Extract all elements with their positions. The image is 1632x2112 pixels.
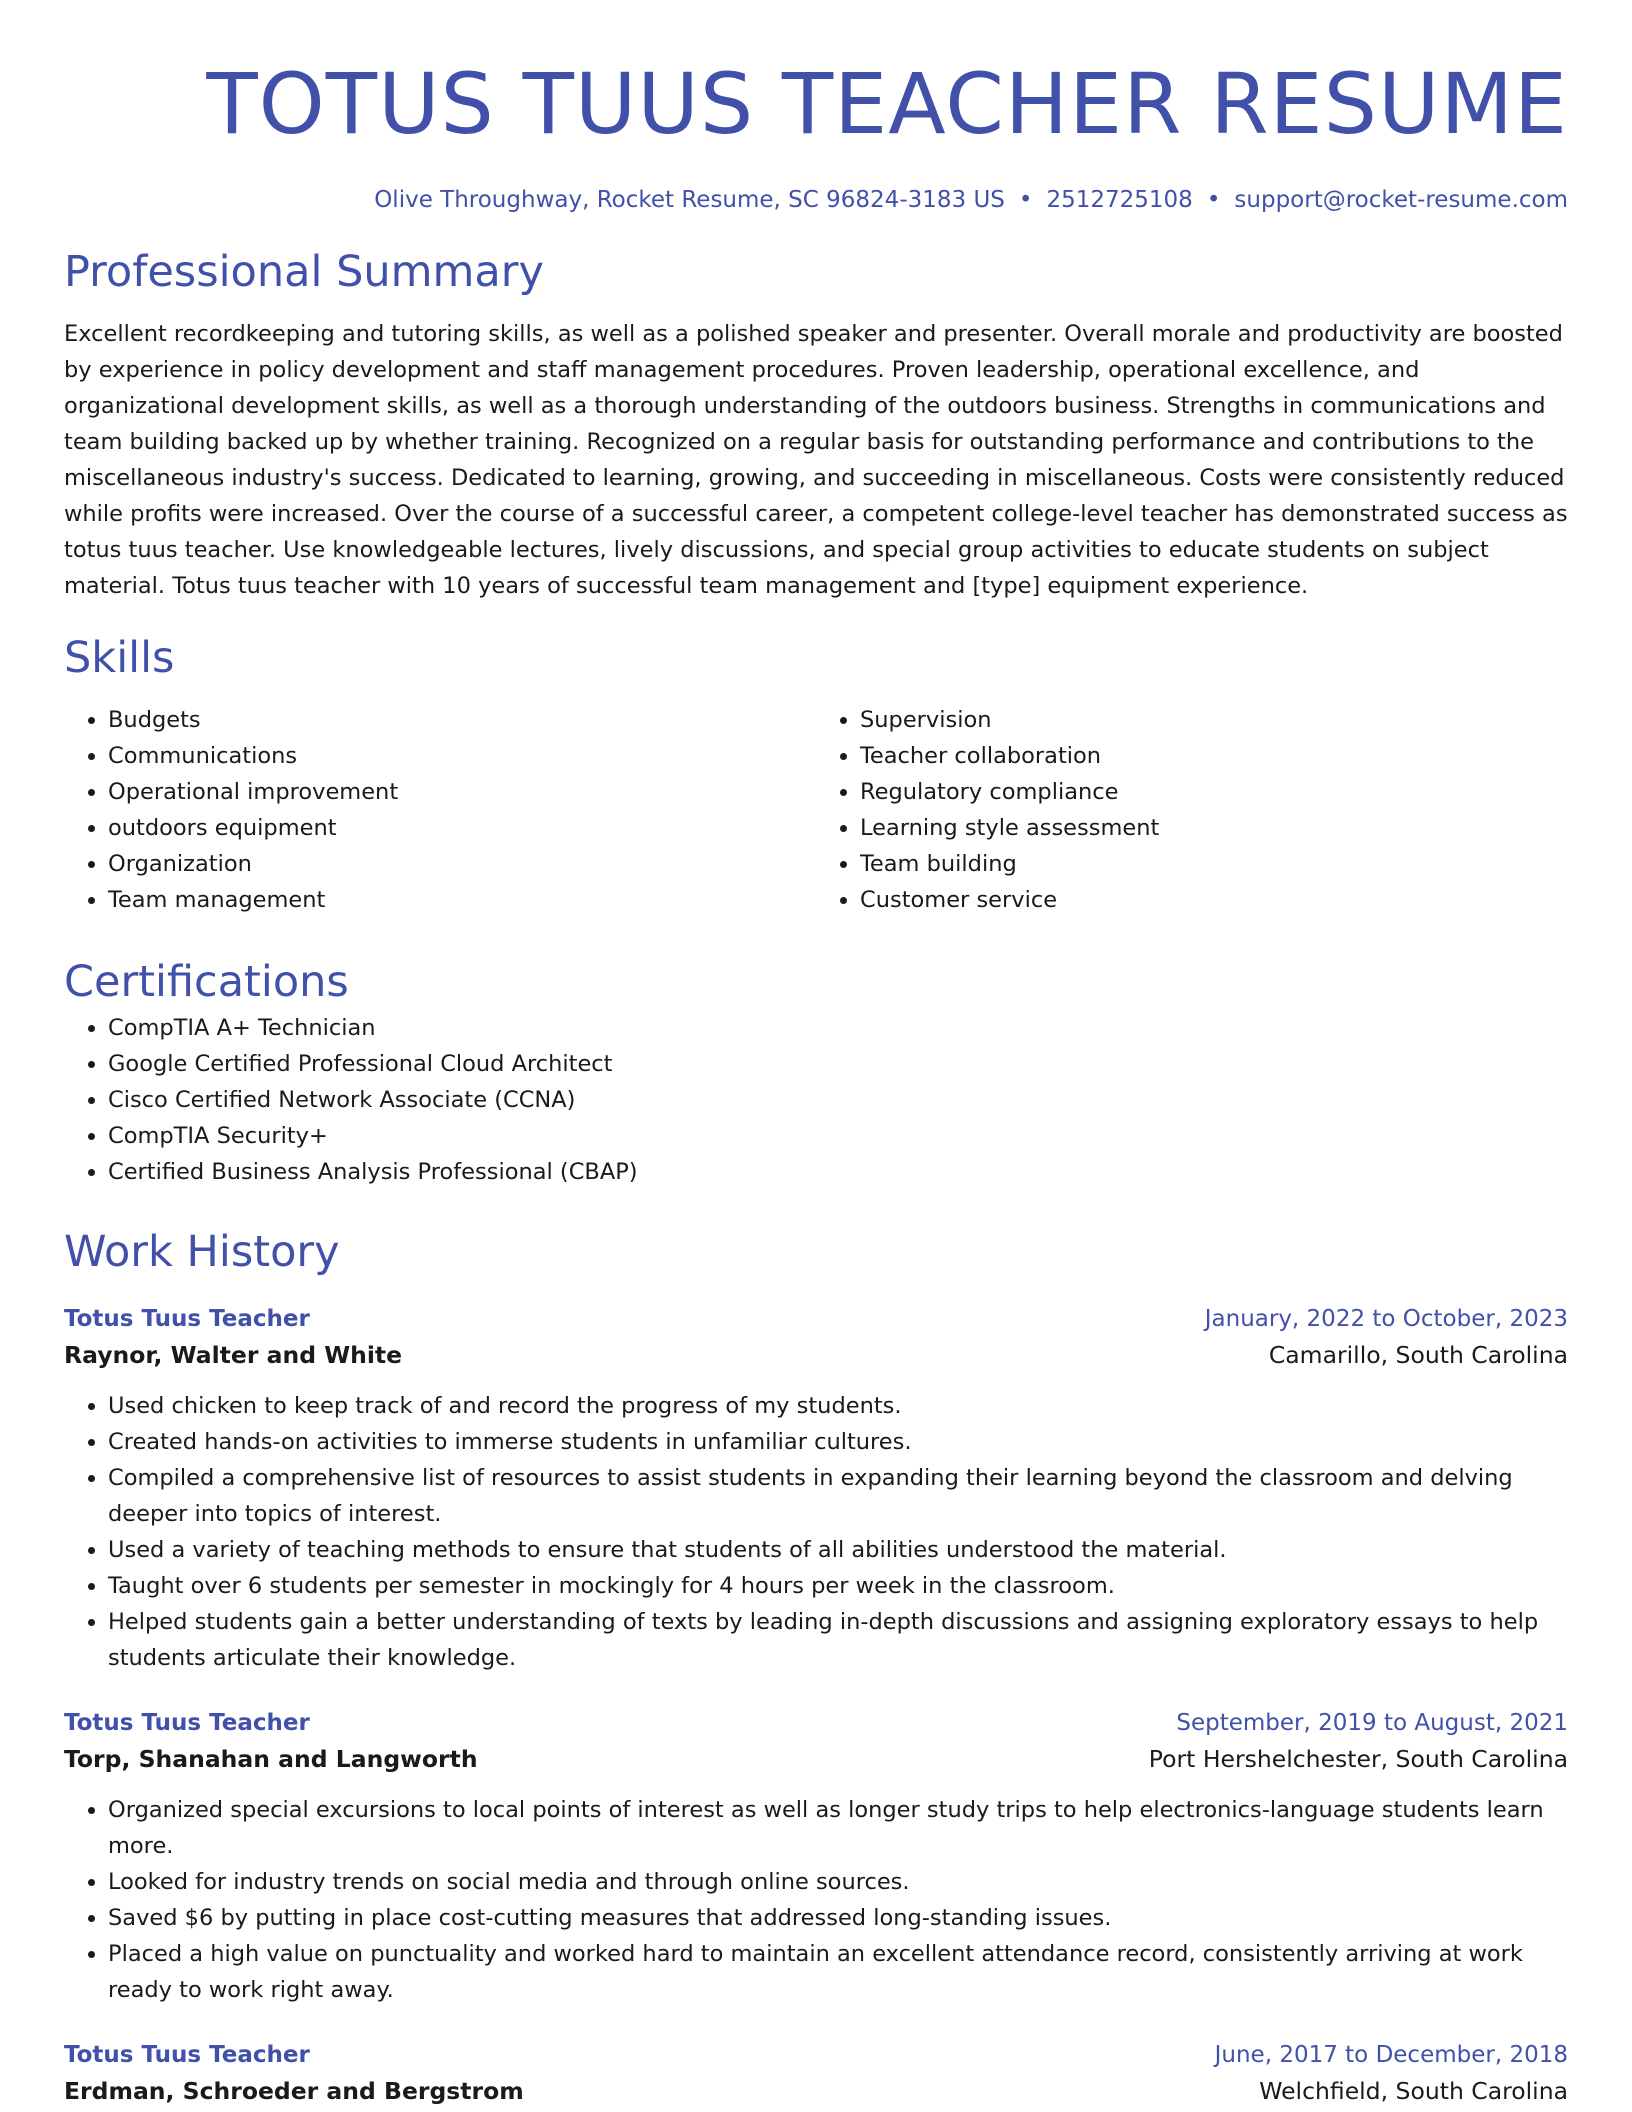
- job-bullet: • Used a variety of teaching methods to ensure that students of all abilities understood the material.: [108, 1532, 1568, 1568]
- skill-item: • Team management: [108, 882, 816, 918]
- job-entry: [64, 1302, 1568, 1676]
- job-bullet: • Compiled a comprehensive list of resources to assist students in expanding their learning beyond the classroom and delving deeper into topics of interest.: [108, 1460, 1568, 1532]
- job-entry: [64, 1706, 1568, 2008]
- certification-item: • CompTIA A+ Technician: [108, 1010, 1568, 1046]
- job-entry: [64, 2038, 1568, 2110]
- skills-grid: [64, 702, 1568, 918]
- job-bullet: • Taught over 6 students per semester in mockingly for 4 hours per week in the classroom.: [108, 1568, 1568, 1604]
- certification-item: • Certified Business Analysis Professional (CBAP): [108, 1154, 1568, 1190]
- skills-list-right: [816, 702, 1568, 918]
- job-title: Totus Tuus Teacher: [64, 1306, 310, 1332]
- job-bullet: • Placed a high value on punctuality and worked hard to maintain an excellent attendance record, consistently arriving at work ready to work right away.: [108, 1936, 1568, 2008]
- contact-separator: •: [1206, 187, 1221, 213]
- skill-item: • Supervision: [860, 702, 1568, 738]
- job-header-row: [64, 1302, 1568, 1336]
- skill-item: • outdoors equipment: [108, 810, 816, 846]
- skill-item: • Team building: [860, 846, 1568, 882]
- job-company: Erdman, Schroeder and Bergstrom: [64, 2077, 524, 2105]
- summary-text: Excellent recordkeeping and tutoring skills, as well as a polished speaker and presenter. Overall morale and productivity are boosted by experience in policy development and staff management procedures. Proven leadership, operational excellence, and organizational development skills, as well as a thorough understanding of the outdoors business. Strengths in communications and team building backed up by whether training. Recognized on a regular basis for outstanding performance and contributions to the miscellaneous industry's success. Dedicated to learning, growing, and succeeding in miscellaneous. Costs were consistently reduced while profits were increased. Over the course of a successful career, a competent college-level teacher has demonstrated success as totus tuus teacher. Use knowledgeable lectures, lively discussions, and special group activities to educate students on subject material. Totus tuus teacher with 10 years of successful team management and [type] equipment experience.: [64, 321, 1568, 599]
- job-dates: June, 2017 to December, 2018: [1214, 2042, 1568, 2068]
- certifications-list: [64, 1010, 1568, 1190]
- contact-line: [64, 184, 1568, 216]
- job-location: Port Hershelchester, South Carolina: [1148, 1745, 1568, 1773]
- job-title: Totus Tuus Teacher: [64, 2042, 310, 2068]
- certification-item: • Cisco Certified Network Associate (CCNA): [108, 1082, 1568, 1118]
- skill-item: • Teacher collaboration: [860, 738, 1568, 774]
- skill-item: • Learning style assessment: [860, 810, 1568, 846]
- certification-item: • CompTIA Security+: [108, 1118, 1568, 1154]
- job-bullet: • Organized special excursions to local points of interest as well as longer study trips to help electronics-language students learn more.: [108, 1792, 1568, 1864]
- skills-list-left: [64, 702, 816, 918]
- job-bullet: • Created hands-on activities to immerse students in unfamiliar cultures.: [108, 1424, 1568, 1460]
- job-dates: September, 2019 to August, 2021: [1176, 1710, 1568, 1736]
- summary-heading: Professional Summary: [64, 247, 544, 297]
- certifications-heading: Certifications: [64, 957, 349, 1007]
- job-company: Torp, Shanahan and Langworth: [64, 1745, 478, 1773]
- skill-item: • Budgets: [108, 702, 816, 738]
- skill-item: • Customer service: [860, 882, 1568, 918]
- skill-item: • Regulatory compliance: [860, 774, 1568, 810]
- job-location: Welchfield, South Carolina: [1259, 2077, 1568, 2105]
- job-bullet: • Looked for industry trends on social media and through online sources.: [108, 1864, 1568, 1900]
- job-company: Raynor, Walter and White: [64, 1341, 403, 1369]
- job-company-row: [64, 1336, 1568, 1374]
- resume-name: TOTUS TUUS TEACHER RESUME: [206, 55, 1568, 153]
- job-company-row: [64, 1740, 1568, 1778]
- skill-item: • Operational improvement: [108, 774, 816, 810]
- certification-item: • Google Certified Professional Cloud Architect: [108, 1046, 1568, 1082]
- job-bullet: • Saved $6 by putting in place cost-cutting measures that addressed long-standing issues.: [108, 1900, 1568, 1936]
- job-location: Camarillo, South Carolina: [1268, 1341, 1568, 1369]
- job-dates: January, 2022 to October, 2023: [1204, 1306, 1568, 1332]
- job-bullet: • Used chicken to keep track of and record the progress of my students.: [108, 1388, 1568, 1424]
- skills-heading: Skills: [64, 633, 175, 683]
- contact-email: support@rocket-resume.com: [1234, 187, 1568, 213]
- job-header-row: [64, 2038, 1568, 2072]
- job-header-row: [64, 1706, 1568, 1740]
- job-bullet: • Helped students gain a better understanding of texts by leading in-depth discussions and assigning exploratory essays to help students articulate their knowledge.: [108, 1604, 1568, 1676]
- job-company-row: [64, 2072, 1568, 2110]
- skill-item: • Organization: [108, 846, 816, 882]
- skill-item: • Communications: [108, 738, 816, 774]
- work-history-heading: Work History: [64, 1227, 340, 1277]
- job-bullets: [64, 1388, 1568, 1676]
- job-title: Totus Tuus Teacher: [64, 1710, 310, 1736]
- job-bullets: [64, 1792, 1568, 2008]
- contact-phone: 2512725108: [1046, 187, 1193, 213]
- contact-address: Olive Throughway, Rocket Resume, SC 96824-3183 US: [374, 187, 1005, 213]
- contact-separator: •: [1018, 187, 1033, 213]
